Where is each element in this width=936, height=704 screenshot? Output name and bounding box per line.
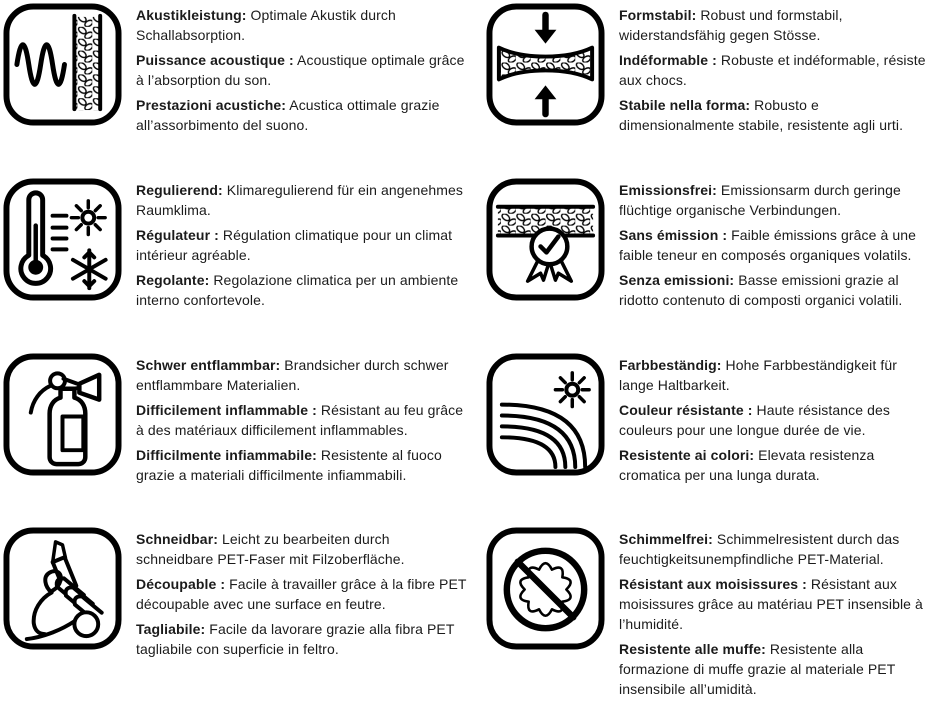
entry-label: Difficilement inflammable : (136, 402, 317, 418)
entry-de (619, 180, 935, 220)
entry-label: Regolante: (136, 272, 210, 288)
feature-text (619, 3, 935, 140)
hand-cutter-icon (3, 527, 122, 650)
entry-body: Schimmelresistent durch das feuchtigkeitsunempfindliche PET-Material. (619, 531, 900, 567)
entry-fr (136, 50, 468, 90)
entry-body: Résistant aux moisissures grâce au matériau PET insensible à l’humidité. (619, 576, 923, 632)
entry-label: Emissionsfrei: (619, 182, 717, 198)
entry-it (136, 619, 468, 659)
entry-de (136, 180, 468, 220)
feature-text (136, 178, 468, 315)
compression-resistance-icon (486, 3, 605, 126)
entry-label: Difficilmente infiammabile: (136, 447, 317, 463)
entry-label: Puissance acoustique : (136, 52, 294, 68)
entry-label: Regulierend: (136, 182, 223, 198)
low-emission-certificate-icon (486, 178, 605, 301)
entry-fr (619, 50, 935, 90)
entry-label: Sans émission : (619, 227, 728, 243)
entry-body: Faible émissions grâce à une faible teneur en composés organiques volatils. (619, 227, 916, 263)
entry-body: Resistente al fuoco grazie a materiali difficilmente infiammabili. (136, 447, 442, 483)
entry-label: Découpable : (136, 576, 226, 592)
entry-label: Resistente ai colori: (619, 447, 755, 463)
feature-acoustic (0, 0, 468, 175)
entry-it (619, 445, 935, 485)
feature-mold-free (468, 524, 936, 704)
entry-it (136, 270, 468, 310)
no-mold-icon (486, 527, 605, 650)
entry-label: Schwer entflammbar: (136, 357, 281, 373)
entry-label: Tagliabile: (136, 621, 206, 637)
entry-body: Régulation climatique pour un climat intérieur agréable. (136, 227, 453, 263)
feature-text (619, 527, 935, 704)
feature-climate-regulating (0, 175, 468, 350)
entry-body: Acustica ottimale grazie all’assorbimento del suono. (136, 97, 440, 133)
entry-label: Résistant aux moisissures : (619, 576, 807, 592)
sound-absorption-icon (3, 3, 122, 126)
entry-label: Régulateur : (136, 227, 219, 243)
feature-text (619, 353, 935, 490)
entry-label: Indéformable : (619, 52, 717, 68)
entry-fr (619, 574, 935, 634)
entry-label: Couleur résistante : (619, 402, 753, 418)
entry-label: Akustikleistung: (136, 7, 247, 23)
entry-it (136, 445, 468, 485)
entry-body: Klimaregulierend für ein angenehmes Raumklima. (136, 182, 463, 218)
entry-body: Robusto e dimensionalmente stabile, resistente agli urti. (619, 97, 904, 133)
entry-label: Schneidbar: (136, 531, 219, 547)
entry-de (619, 5, 935, 45)
entry-de (619, 355, 935, 395)
entry-label: Stabile nella forma: (619, 97, 751, 113)
feature-text (619, 178, 935, 315)
entry-body: Regolazione climatica per un ambiente interno confortevole. (136, 272, 459, 308)
thermometer-climate-icon (3, 178, 122, 301)
entry-de (136, 529, 468, 569)
entry-de (136, 355, 468, 395)
entry-it (619, 95, 935, 135)
feature-shape-stable (468, 0, 936, 175)
entry-body: Brandsicher durch schwer entflammbare Materialien. (136, 357, 449, 393)
feature-text (136, 527, 468, 664)
entry-fr (619, 225, 935, 265)
feature-text (136, 3, 468, 140)
entry-body: Facile à travailler grâce à la fibre PET découpable avec une surface en feutre. (136, 576, 467, 612)
entry-body: Emissionsarm durch geringe flüchtige organische Verbindungen. (619, 182, 901, 218)
entry-it (619, 639, 935, 699)
entry-de (619, 529, 935, 569)
entry-body: Hohe Farbbeständigkeit für lange Haltbarkeit. (619, 357, 898, 393)
entry-body: Robuste et indéformable, résiste aux chocs. (619, 52, 926, 88)
entry-body: Robust und formstabil, widerstandsfähig gegen Stösse. (619, 7, 843, 43)
entry-it (136, 95, 468, 135)
entry-label: Schimmelfrei: (619, 531, 713, 547)
feature-text (136, 353, 468, 490)
entry-label: Prestazioni acustiche: (136, 97, 287, 113)
entry-body: Facile da lavorare grazie alla fibra PET tagliabile con superficie in feltro. (136, 621, 455, 657)
entry-label: Formstabil: (619, 7, 697, 23)
entry-body: Optimale Akustik durch Schallabsorption. (136, 7, 396, 43)
entry-fr (619, 400, 935, 440)
entry-fr (136, 574, 468, 614)
entry-fr (136, 400, 468, 440)
entry-body: Resistente alla formazione di muffe grazie al materiale PET insensibile all’umidità. (619, 641, 896, 697)
entry-label: Senza emissioni: (619, 272, 735, 288)
entry-fr (136, 225, 468, 265)
entry-body: Acoustique optimale grâce à l’absorption du son. (136, 52, 465, 88)
entry-label: Farbbeständig: (619, 357, 722, 373)
entry-body: Haute résistance des couleurs pour une longue durée de vie. (619, 402, 891, 438)
entry-de (136, 5, 468, 45)
feature-emission-free (468, 175, 936, 350)
feature-color-fast (468, 350, 936, 524)
entry-it (619, 270, 935, 310)
entry-body: Leicht zu bearbeiten durch schneidbare PET-Faser mit Filzoberfläche. (136, 531, 405, 567)
rainbow-sun-icon (486, 353, 605, 476)
feature-cuttable (0, 524, 468, 704)
feature-flame-retardant (0, 350, 468, 524)
entry-body: Elevata resistenza cromatica per una lunga durata. (619, 447, 875, 483)
entry-body: Résistant au feu grâce à des matériaux difficilement inflammables. (136, 402, 464, 438)
fire-extinguisher-icon (3, 353, 122, 476)
entry-body: Basse emissioni grazie al ridotto contenuto di composti organici volatili. (619, 272, 903, 308)
entry-label: Resistente alle muffe: (619, 641, 766, 657)
